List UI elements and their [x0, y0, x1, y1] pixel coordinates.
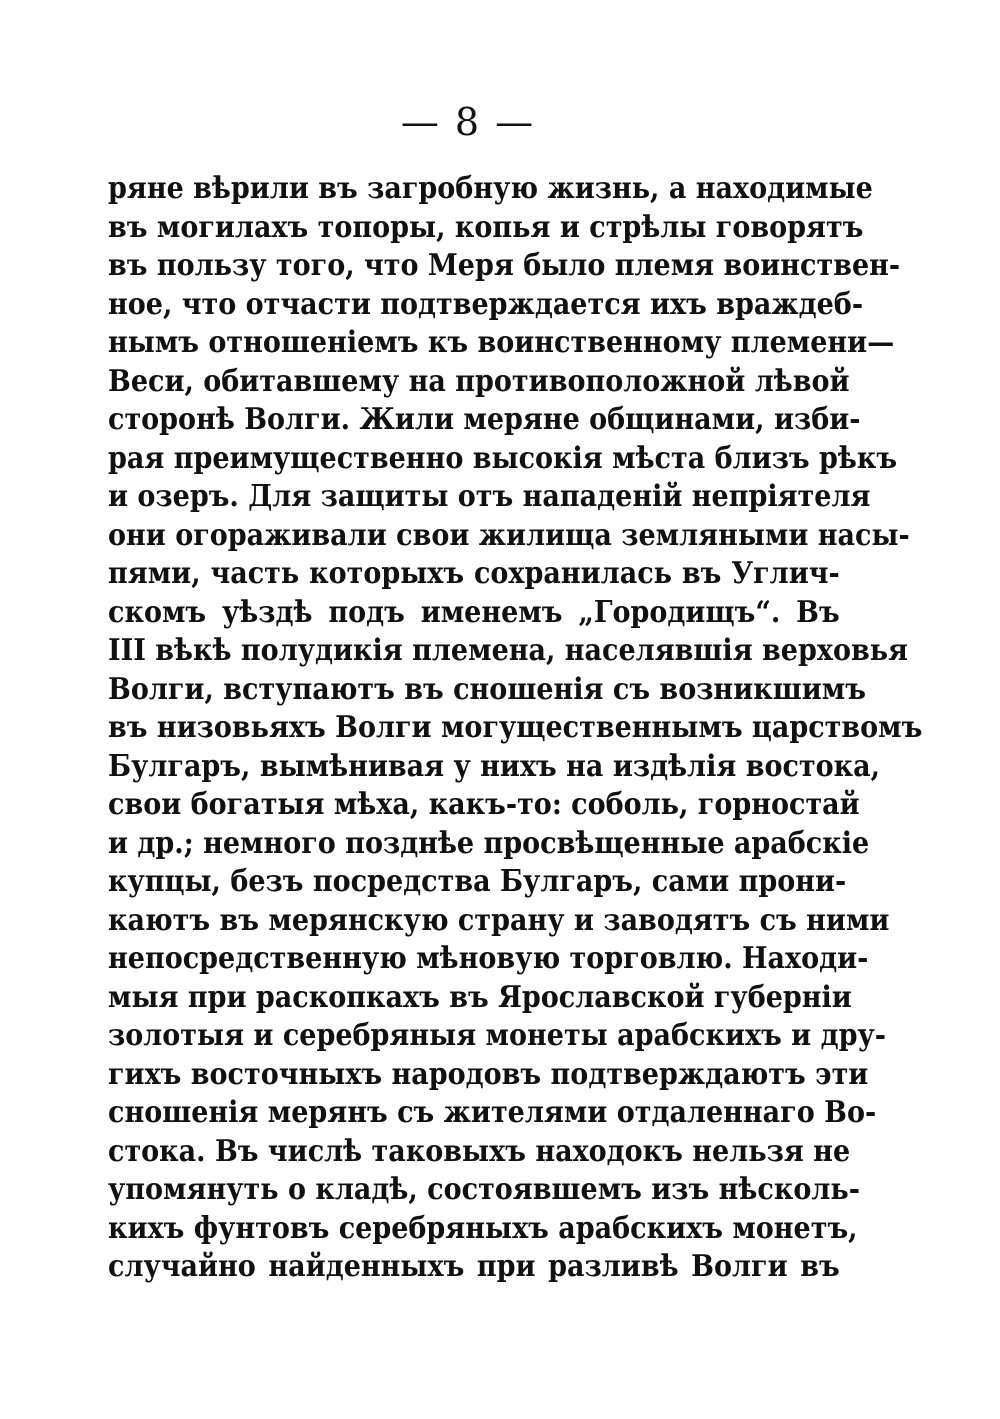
text-line: кихъ фунтовъ серебряныхъ арабскихъ монетъ,: [108, 1210, 858, 1246]
text-line: Веси, обитавшему на противоположной лѣвой: [108, 363, 850, 399]
text-line: III вѣкѣ полудикія племена, населявшія верховья: [108, 633, 909, 668]
body-text: [108, 170, 923, 1287]
text-line: въ низовьяхъ Волги могущественнымъ царствомъ: [108, 710, 923, 745]
text-line: упомянуть о кладѣ, состоявшемъ изъ нѣсколь-: [108, 1172, 860, 1207]
text-line: ное, что отчасти подтверждается ихъ враждеб-: [108, 286, 864, 322]
text-line: свои богатыя мѣха, какъ-то: соболь, горностай: [108, 787, 860, 822]
text-line: золотыя и серебряныя монеты арабскихъ и дру-: [108, 1018, 886, 1053]
text-line: они огораживали свои жилища земляными насы-: [108, 517, 910, 553]
text-line: непосредственную мѣновую торговлю. Находи-: [108, 941, 869, 976]
text-line: гихъ восточныхъ народовъ подтверждаютъ эти: [108, 1056, 869, 1092]
text-line: въ могилахъ топоры, копья и стрѣлы говорятъ: [108, 209, 864, 245]
text-line: и др.; немного позднѣе просвѣщенные арабскіе: [108, 825, 870, 861]
text-line: сношенія мерянъ съ жителями отдаленнаго Во-: [108, 1095, 877, 1130]
text-line: ряне вѣрили въ загробную жизнь, а находимые: [108, 171, 873, 206]
text-line: въ пользу того, что Меря было племя воинствен-: [108, 248, 901, 283]
text-line: случайно найденныхъ при разливѣ Волги въ: [108, 1249, 840, 1284]
text-line: стока. Въ числѣ таковыхъ находокъ нельзя не: [108, 1133, 851, 1169]
text-line: и озеръ. Для защиты отъ нападеній непріятеля: [108, 479, 871, 514]
text-line: сторонѣ Волги. Жили меряне общинами, изби-: [108, 402, 861, 437]
text-line: Булгаръ, вымѣнивая у нихъ на издѣлія востока,: [108, 748, 881, 784]
text-line: каютъ въ мерянскую страну и заводятъ съ ними: [108, 902, 890, 938]
page-number: — 8 —: [400, 100, 536, 144]
text-line: купцы, безъ посредства Булгаръ, сами прони-: [108, 864, 847, 899]
text-line: нымъ отношеніемъ къ воинственному племени—: [108, 325, 895, 360]
text-line: Волги, вступаютъ въ сношенія съ возникшимъ: [108, 671, 866, 707]
text-line: скомъ уѣздѣ подъ именемъ „Городищъ“. Въ: [108, 594, 840, 630]
text-line: мыя при раскопкахъ въ Ярославской губерніи: [108, 979, 852, 1015]
text-line: рая преимущественно высокія мѣста близъ рѣкъ: [108, 440, 898, 476]
text-line: пями, часть которыхъ сохранилась въ Углич-: [108, 556, 840, 591]
